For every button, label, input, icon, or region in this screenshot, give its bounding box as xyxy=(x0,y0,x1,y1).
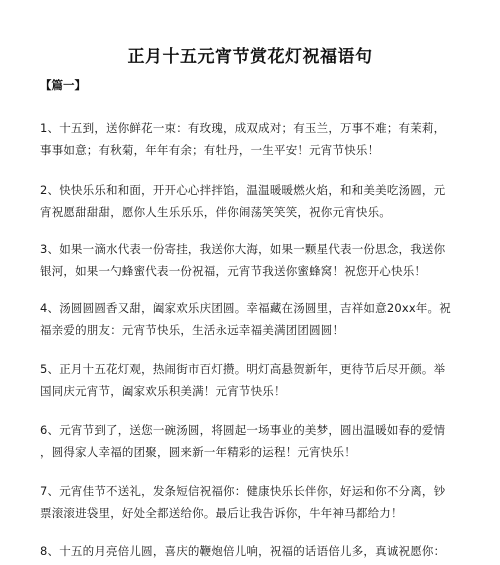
paragraph-line: 6、元宵节到了，送您一碗汤圆，将圆起一场事业的美梦，圆出温暖如春的爱情 xyxy=(40,423,446,437)
paragraph-3 xyxy=(40,238,460,282)
paragraph-line: 票滚滚进袋里，好处全都送给你。最后让我告诉你，牛年神马都给力！ xyxy=(40,506,403,520)
paragraph-6 xyxy=(40,419,460,463)
paragraph-line: 福亲爱的朋友：元宵节快乐，生活永远幸福美满团团圆圆！ xyxy=(40,323,345,337)
paragraph-line: 3、如果一滴水代表一份寄挂，我送你大海，如果一颗星代表一份思念，我送你 xyxy=(40,242,446,256)
paragraph-8 xyxy=(40,540,460,562)
paragraph-2 xyxy=(40,179,460,223)
paragraph-line: 1、十五到，送你鲜花一束：有玫瑰，成双成对；有玉兰，万事不难；有茉莉， xyxy=(40,121,446,135)
paragraph-line: 2、快快乐乐和和面，开开心心拌拌馅，温温暖暖燃火焰，和和美美吃汤圆，元 xyxy=(40,183,446,197)
paragraph-1 xyxy=(40,117,460,161)
paragraph-7 xyxy=(40,480,460,524)
paragraph-line: 事事如意；有秋菊，年年有余；有牡丹，一生平安！元宵节快乐！ xyxy=(40,143,380,157)
paragraph-line: 5、正月十五花灯观，热闹街市百灯攒。明灯高悬贺新年，更待节后尽开颜。举 xyxy=(40,362,446,376)
document-title: 正月十五元宵节赏花灯祝福语句 xyxy=(127,47,373,67)
paragraph-line: 4、汤圆圆圆香又甜，阖家欢乐庆团圆。幸福藏在汤圆里，吉祥如意20xx年。祝 xyxy=(40,301,451,315)
paragraph-5 xyxy=(40,358,460,402)
paragraph-line: 宵祝愿甜甜甜，愿你人生乐乐乐，伴你闹荡笑笑笑，祝你元宵快乐。 xyxy=(40,205,391,219)
paragraph-line: 银河，如果一勺蜂蜜代表一份祝福，元宵节我送你蜜蜂窝！祝您开心快乐！ xyxy=(40,264,427,278)
paragraph-line: 8、十五的月亮倍儿圆，喜庆的鞭炮倍儿响，祝福的话语倍儿多，真诚祝愿你： xyxy=(40,544,446,558)
paragraph-line: 国同庆元宵节，阖家欢乐积美满！元宵节快乐！ xyxy=(40,384,286,398)
paragraph-line: 7、元宵佳节不送礼，发条短信祝福你：健康快乐长伴你，好运和你不分离，钞 xyxy=(40,484,446,498)
paragraph-line: ，圆得家人幸福的团聚，圆来新一年精彩的运程！元宵快乐！ xyxy=(40,445,356,459)
paragraph-4 xyxy=(40,297,460,341)
section-label: 【篇一】 xyxy=(40,78,86,92)
